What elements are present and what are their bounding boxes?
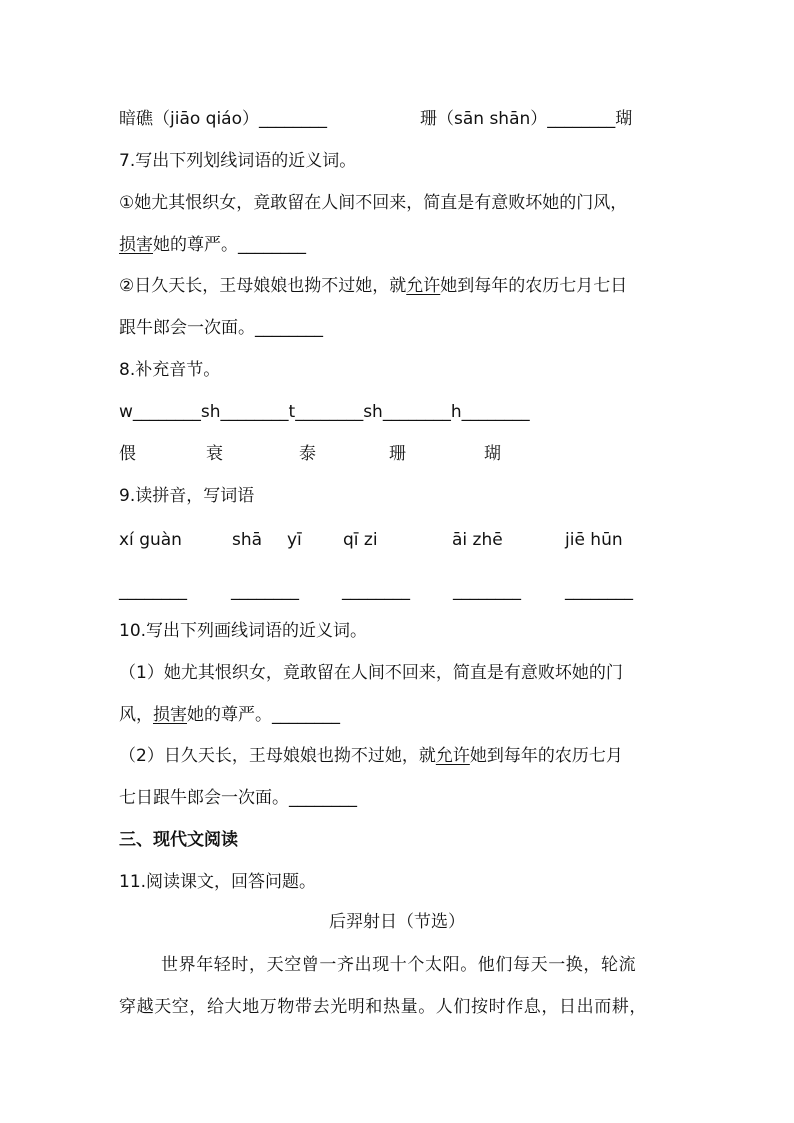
- q10-sentence2-line1: [119, 744, 623, 768]
- q9-pinyin-6: jiē hūn: [565, 530, 623, 550]
- q9-blank-5: ________: [565, 581, 633, 601]
- q8-char-3: 泰: [299, 444, 316, 464]
- q7-sentence2-pre: ②日久天长，王母娘娘也拗不过她，就: [119, 276, 407, 296]
- row1-right: 珊（sān shān）________瑚: [420, 109, 633, 129]
- passage-title: 后羿射日（节选）: [329, 912, 465, 932]
- q10-sentence2-pre: （2）日久天长，王母娘娘也拗不过她，就: [119, 746, 436, 766]
- row1-left: 暗礁（jiāo qiáo）________: [119, 109, 328, 129]
- q8-char-4: 珊: [389, 444, 406, 464]
- q10-sentence2-post: 她到每年的农历七月: [469, 746, 623, 766]
- q7-sentence1-rest: 她的尊严。________: [153, 235, 306, 255]
- q10-underlined-word-1: 损害: [153, 705, 187, 725]
- q8-char-5: 瑚: [484, 444, 501, 464]
- q8-title: 8.补充音节。: [119, 360, 221, 380]
- q9-pinyin-5: āi zhē: [452, 530, 503, 550]
- q9-blank-4: ________: [453, 581, 521, 601]
- q7-sentence2-post: 她到每年的农历七月七日: [440, 276, 628, 296]
- q7-underlined-word-1: 损害: [119, 235, 153, 255]
- q7-sentence2-line2: 跟牛郎会一次面。________: [119, 318, 323, 338]
- q9-blank-2: ________: [231, 581, 299, 601]
- q8-char-1: 偎: [119, 444, 136, 464]
- q9-pinyin-3: yī: [287, 530, 302, 550]
- q10-underlined-word-2: 允许: [435, 746, 470, 766]
- passage-line-2: 穿越天空，给大地万物带去光明和热量。人们按时作息，日出而耕，: [119, 997, 647, 1017]
- q8-char-2: 衰: [206, 444, 223, 464]
- q7-sentence1-line2: [119, 233, 306, 257]
- q7-title: 7.写出下列划线词语的近义词。: [119, 151, 357, 171]
- q10-sentence1-line1: （1）她尤其恨织女，竟敢留在人间不回来，简直是有意败坏她的门: [119, 663, 623, 683]
- q9-blank-1: ________: [119, 581, 187, 601]
- q9-title: 9.读拼音，写词语: [119, 486, 255, 506]
- q10-sentence1-line2: [119, 703, 340, 727]
- q7-sentence2-line1: [119, 274, 627, 298]
- q10-sentence2-line2: 七日跟牛郎会一次面。________: [119, 788, 357, 808]
- q7-sentence1-line1: ①她尤其恨织女，竟敢留在人间不回来，简直是有意败坏她的门风，: [119, 193, 628, 213]
- q8-pinyin-blanks: w________sh________t________sh________h________: [119, 402, 530, 422]
- q10-sentence1-pre: 风，: [119, 705, 153, 725]
- q10-title: 10.写出下列画线词语的近义词。: [119, 621, 368, 641]
- q9-pinyin-1: xí guàn: [119, 530, 182, 550]
- section3-heading: 三、现代文阅读: [119, 830, 238, 850]
- q9-pinyin-2: shā: [232, 530, 263, 550]
- passage-line-1: 世界年轻时，天空曾一齐出现十个太阳。他们每天一换，轮流: [161, 955, 637, 975]
- q11-title: 11.阅读课文，回答问题。: [119, 872, 317, 892]
- q9-blank-3: ________: [342, 581, 410, 601]
- q10-sentence1-post: 她的尊严。________: [187, 705, 340, 725]
- q9-pinyin-4: qī zi: [343, 530, 378, 550]
- q7-underlined-word-2: 允许: [406, 276, 441, 296]
